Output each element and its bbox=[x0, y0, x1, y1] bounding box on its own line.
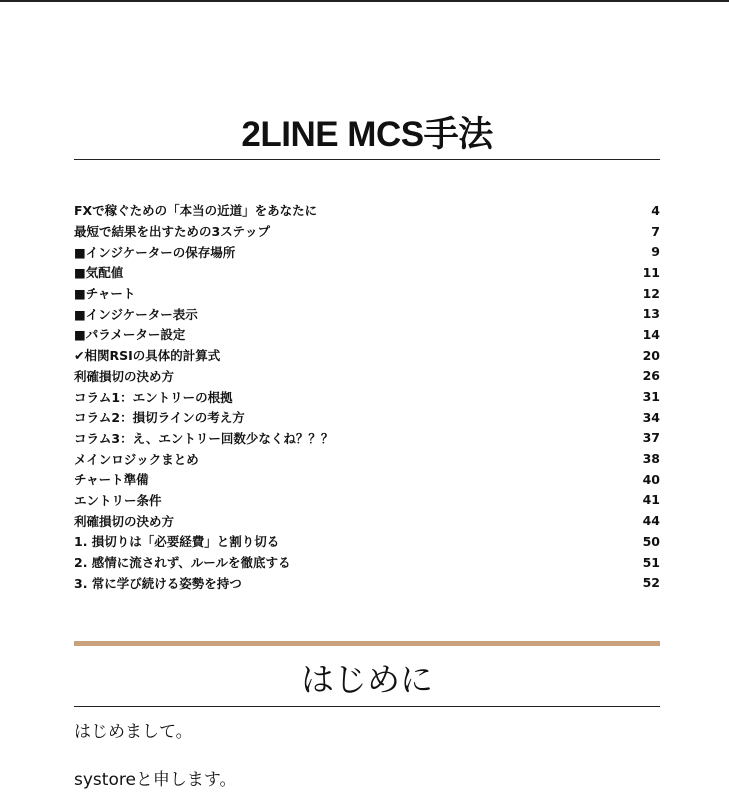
toc-entry[interactable] bbox=[74, 490, 660, 511]
toc-entry-label: 1. 損切りは「必要経費」と割り切る bbox=[74, 534, 280, 550]
toc-entry[interactable] bbox=[74, 469, 660, 490]
toc-entry-label: コラム2：損切ラインの考え方 bbox=[74, 410, 245, 426]
toc-entry-page: 50 bbox=[642, 533, 660, 549]
toc-entry[interactable] bbox=[74, 510, 660, 531]
toc-entry[interactable] bbox=[74, 386, 660, 407]
toc-entry-label: コラム3：え、エントリー回数少なくね？？？ bbox=[74, 430, 334, 446]
toc-entry[interactable] bbox=[74, 366, 660, 387]
body-paragraph: はじめまして。 bbox=[74, 722, 193, 742]
toc-entry-page: 38 bbox=[642, 451, 660, 467]
toc-entry-label: 3. 常に学び続ける姿勢を持つ bbox=[74, 575, 242, 591]
toc-entry-label: 利確損切の決め方 bbox=[74, 368, 175, 384]
toc-entry[interactable] bbox=[74, 552, 660, 573]
toc-entry-label: 利確損切の決め方 bbox=[74, 513, 175, 529]
top-border-line bbox=[0, 0, 729, 2]
toc-entry-label: チャート準備 bbox=[74, 472, 149, 488]
section-heading: はじめに bbox=[301, 660, 433, 699]
toc-entry-label: FXで稼ぐための「本当の近道」をあなたに bbox=[74, 203, 318, 219]
toc-entry-page: 12 bbox=[642, 285, 660, 301]
toc-entry-label: ■チャート bbox=[74, 286, 136, 302]
toc-entry[interactable] bbox=[74, 200, 660, 221]
toc-entry[interactable] bbox=[74, 262, 660, 283]
toc-entry[interactable] bbox=[74, 221, 660, 242]
toc-entry-label: ■インジケーターの保存場所 bbox=[74, 244, 236, 260]
title-underline bbox=[74, 159, 660, 160]
toc-entry[interactable] bbox=[74, 303, 660, 324]
toc-entry[interactable] bbox=[74, 448, 660, 469]
toc-entry[interactable] bbox=[74, 407, 660, 428]
toc-entry-label: エントリー条件 bbox=[74, 492, 162, 508]
toc-entry-page: 11 bbox=[642, 264, 660, 280]
toc-entry-page: 26 bbox=[642, 368, 660, 384]
toc-entry-page: 41 bbox=[642, 492, 660, 508]
toc-entry-page: 51 bbox=[642, 554, 660, 570]
toc-entry-page: 34 bbox=[642, 409, 660, 425]
toc-entry-label: ■パラメーター設定 bbox=[74, 327, 186, 343]
toc-entry-page: 13 bbox=[642, 306, 660, 322]
toc-entry[interactable] bbox=[74, 324, 660, 345]
toc-entry-page: 44 bbox=[642, 513, 660, 529]
toc-entry-page: 20 bbox=[642, 347, 660, 363]
toc-entry-page: 4 bbox=[651, 202, 660, 218]
toc-entry[interactable] bbox=[74, 283, 660, 304]
toc-entry-page: 14 bbox=[642, 326, 660, 342]
toc-entry[interactable] bbox=[74, 241, 660, 262]
toc-entry-label: ■インジケーター表示 bbox=[74, 306, 198, 322]
toc-entry[interactable] bbox=[74, 572, 660, 593]
table-of-contents bbox=[74, 200, 660, 593]
document-title: 2LINE MCS手法 bbox=[241, 115, 493, 154]
body-paragraph: systoreと申します。 bbox=[74, 770, 237, 790]
toc-entry-page: 40 bbox=[642, 471, 660, 487]
section-accent-bar bbox=[74, 641, 660, 646]
toc-entry-page: 52 bbox=[642, 575, 660, 591]
toc-entry-label: 2. 感情に流されず、ルールを徹底する bbox=[74, 555, 291, 571]
toc-entry-page: 7 bbox=[651, 223, 660, 239]
toc-entry[interactable] bbox=[74, 531, 660, 552]
toc-entry-page: 31 bbox=[642, 389, 660, 405]
toc-entry-label: 最短で結果を出すための3ステップ bbox=[74, 224, 270, 240]
toc-entry-label: コラム1：エントリーの根拠 bbox=[74, 389, 233, 405]
toc-entry[interactable] bbox=[74, 428, 660, 449]
toc-entry[interactable] bbox=[74, 345, 660, 366]
section-underline bbox=[74, 706, 660, 707]
toc-entry-page: 37 bbox=[642, 430, 660, 446]
toc-entry-label: ✔相関RSIの具体的計算式 bbox=[74, 348, 221, 364]
toc-entry-label: メインロジックまとめ bbox=[74, 451, 199, 467]
toc-entry-label: ■気配値 bbox=[74, 265, 124, 281]
toc-entry-page: 9 bbox=[651, 244, 660, 260]
